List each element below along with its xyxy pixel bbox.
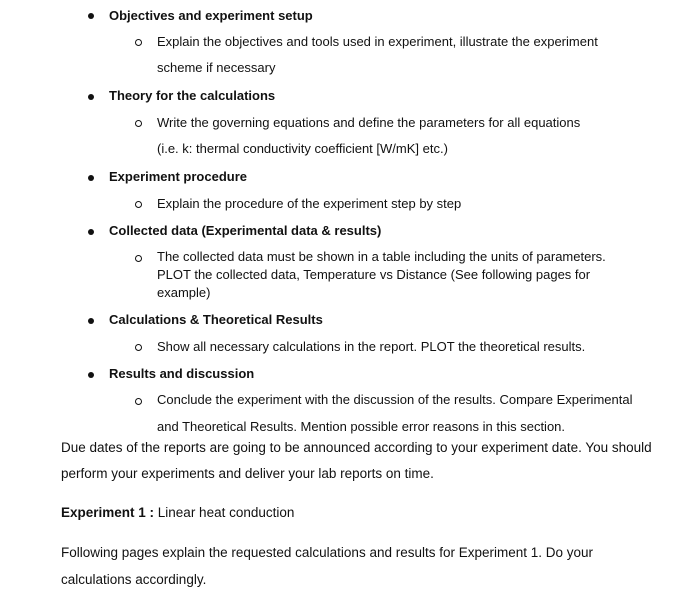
list-item-text: (i.e. k: thermal conductivity coefficient [W/mK] etc.) (157, 141, 448, 156)
hollow-bullet-icon (135, 39, 142, 46)
list-item-text: Conclude the experiment with the discussion of the results. Compare Experimental (157, 392, 633, 407)
bullet-icon (88, 229, 94, 235)
section-heading-objectives: Objectives and experiment setup (109, 8, 313, 23)
list-item-text: Write the governing equations and define the parameters for all equations (157, 115, 581, 130)
list-item-text: Explain the procedure of the experiment step by step (157, 196, 462, 211)
section-heading-results: Results and discussion (109, 366, 255, 381)
bullet-icon (88, 318, 94, 324)
hollow-bullet-icon (135, 201, 142, 208)
section-heading-collected-data: Collected data (Experimental data & results) (109, 223, 382, 238)
section-heading-procedure: Experiment procedure (109, 169, 247, 184)
list-item-text: example) (157, 285, 211, 300)
list-item-text: scheme if necessary (157, 60, 276, 75)
due-dates-text: perform your experiments and deliver your lab reports on time. (61, 466, 434, 481)
bullet-icon (88, 175, 94, 181)
hollow-bullet-icon (135, 398, 142, 405)
section-heading-theory: Theory for the calculations (109, 88, 276, 103)
list-item-text: and Theoretical Results. Mention possible error reasons in this section. (157, 419, 566, 434)
list-item-text: The collected data must be shown in a table including the units of parameters. (157, 249, 606, 264)
following-text: Following pages explain the requested calculations and results for Experiment 1. Do your (61, 545, 594, 560)
hollow-bullet-icon (135, 120, 142, 127)
following-text: calculations accordingly. (61, 572, 207, 587)
experiment-name: Linear heat conduction (154, 505, 295, 520)
bullet-icon (88, 372, 94, 378)
experiment-label: Experiment 1 : (61, 505, 155, 520)
bullet-icon (88, 13, 94, 19)
section-heading-calculations: Calculations & Theoretical Results (109, 312, 323, 327)
list-item-text: Explain the objectives and tools used in experiment, illustrate the experiment (157, 34, 598, 49)
experiment-title (61, 505, 294, 521)
hollow-bullet-icon (135, 255, 142, 262)
due-dates-text: Due dates of the reports are going to be announced according to your experiment date. You should (61, 440, 652, 455)
hollow-bullet-icon (135, 344, 142, 351)
bullet-icon (88, 94, 94, 100)
list-item-text: Show all necessary calculations in the report. PLOT the theoretical results. (157, 339, 586, 354)
list-item-text: PLOT the collected data, Temperature vs Distance (See following pages for (157, 267, 591, 282)
